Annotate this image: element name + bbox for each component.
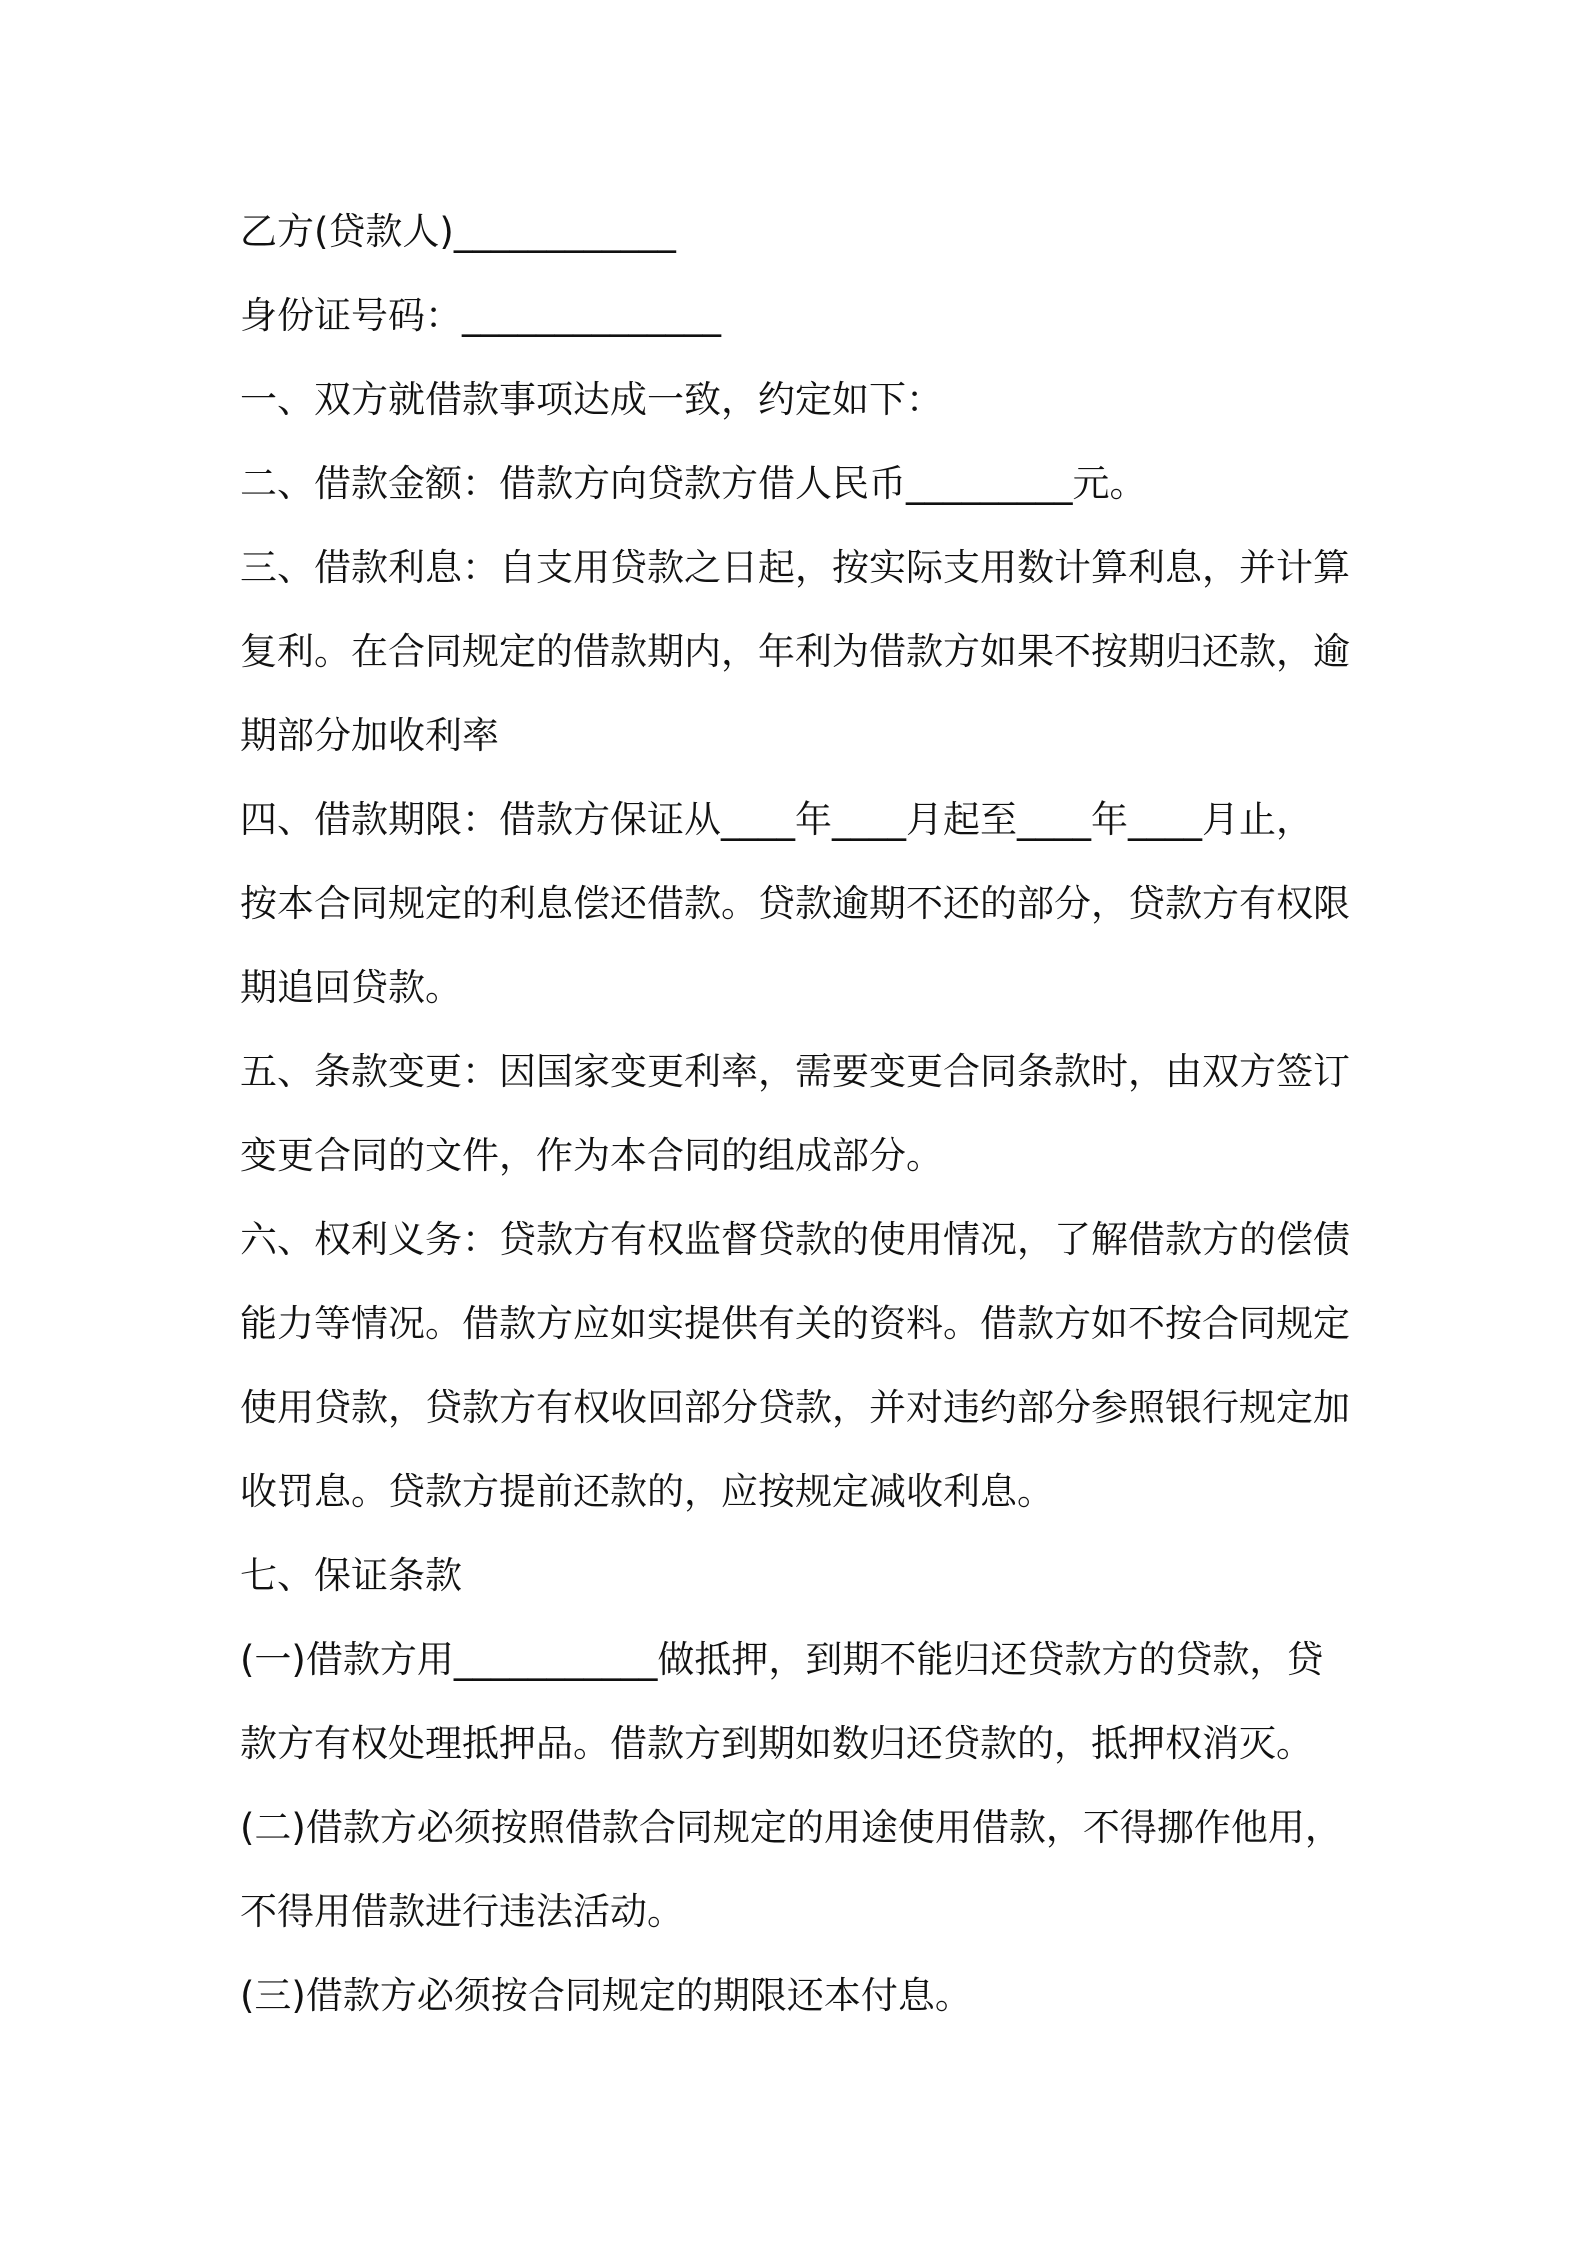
clause-7-item-3-line-1: (三)借款方必须按合同规定的期限还本付息。: [240, 1974, 972, 2017]
clause-7-item-2-line-1: (二)借款方必须按照借款合同规定的用途使用借款，不得挪作他用，: [240, 1806, 1342, 1849]
clause-2-loan-amount: 二、借款金额：借款方向贷款方借人民币_________元。: [240, 462, 1147, 505]
clause-1-agreement: 一、双方就借款事项达成一致，约定如下：: [240, 378, 943, 421]
clause-6-rights-line-4: 收罚息。贷款方提前还款的，应按规定减收利息。: [240, 1470, 1054, 1513]
clause-3-interest-line-2: 复利。在合同规定的借款期内，年利为借款方如果不按期归还款，逾: [240, 630, 1350, 673]
clause-4-term-line-2: 按本合同规定的利息偿还借款。贷款逾期不还的部分，贷款方有权限: [240, 882, 1350, 925]
document-body: [240, 190, 1360, 2038]
clause-7-item-2-line-2: 不得用借款进行违法活动。: [240, 1890, 684, 1933]
clause-7-guarantee-heading: 七、保证条款: [240, 1554, 462, 1597]
clause-5-changes-line-1: 五、条款变更：因国家变更利率，需要变更合同条款时，由双方签订: [240, 1050, 1350, 1093]
clause-5-changes-line-2: 变更合同的文件，作为本合同的组成部分。: [240, 1134, 943, 1177]
clause-7-item-1-line-1: (一)借款方用___________做抵押，到期不能归还贷款方的贷款，贷: [240, 1638, 1324, 1681]
id-number-line: 身份证号码：______________: [240, 294, 721, 337]
clause-6-rights-line-1: 六、权利义务：贷款方有权监督贷款的使用情况，了解借款方的偿债: [240, 1218, 1350, 1261]
clause-4-term-line-1: 四、借款期限：借款方保证从____年____月起至____年____月止，: [240, 798, 1313, 841]
clause-3-interest-line-1: 三、借款利息：自支用贷款之日起，按实际支用数计算利息，并计算: [240, 546, 1350, 589]
clause-6-rights-line-2: 能力等情况。借款方应如实提供有关的资料。借款方如不按合同规定: [240, 1302, 1350, 1345]
clause-6-rights-line-3: 使用贷款，贷款方有权收回部分贷款，并对违约部分参照银行规定加: [240, 1386, 1350, 1429]
clause-4-term-line-3: 期追回贷款。: [240, 966, 462, 1009]
party-b-lender-line: 乙方(贷款人)____________: [240, 210, 676, 253]
clause-3-interest-line-3: 期部分加收利率: [240, 714, 499, 757]
clause-7-item-1-line-2: 款方有权处理抵押品。借款方到期如数归还贷款的，抵押权消灭。: [240, 1722, 1313, 1765]
